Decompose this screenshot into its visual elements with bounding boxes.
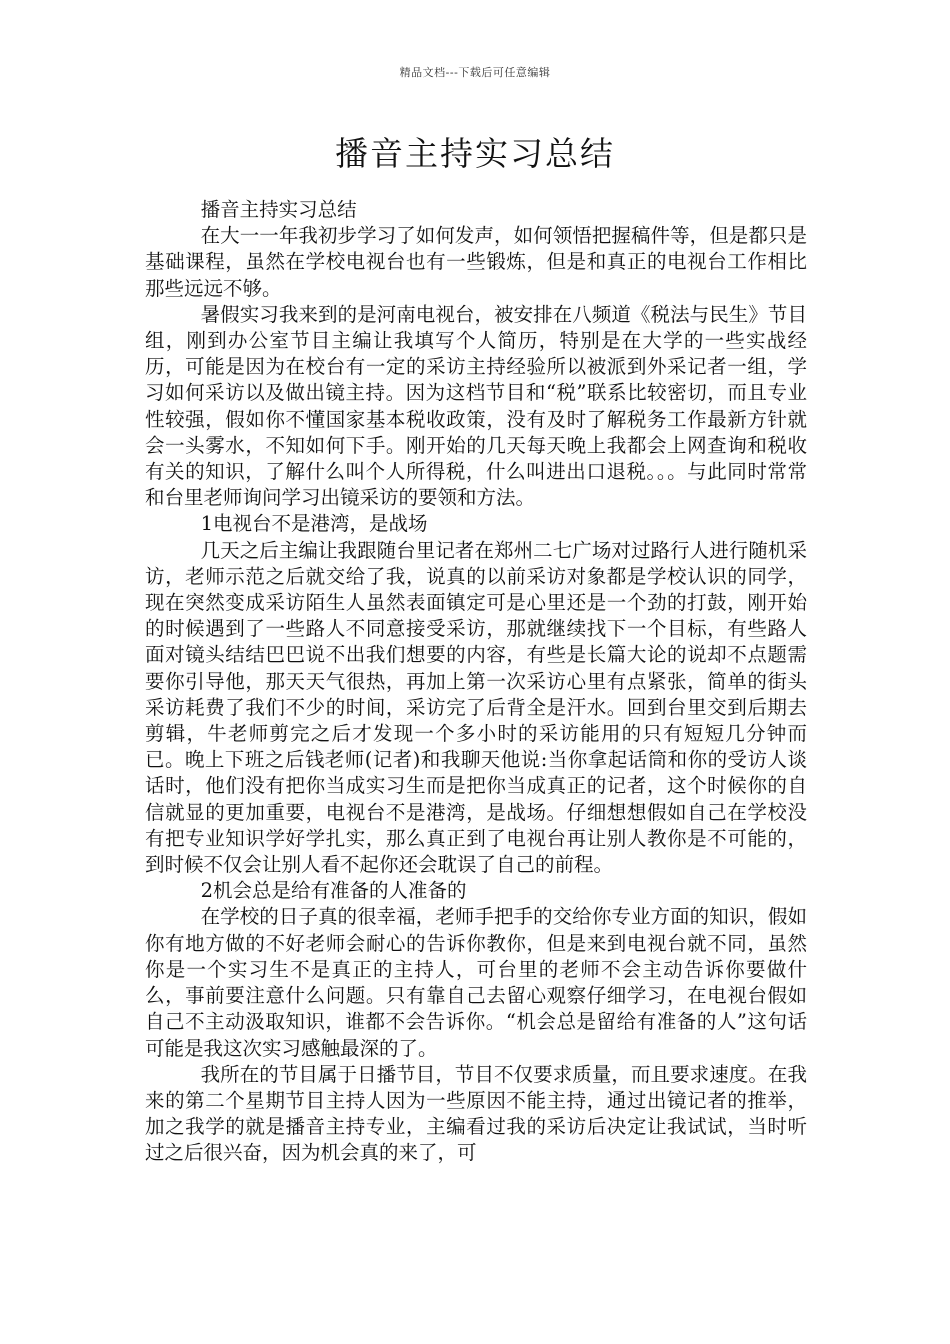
paragraph: 在学校的日子真的很幸福，老师手把手的交给你专业方面的知识，假如你有地方做的不好老师会耐心的告诉你教你，但是来到电视台就不同，虽然你是一个实习生不是真正的主持人，可台里的老师不会主动告诉你要做什么，事前要注意什么问题。只有靠自己去留心观察仔细学习，在电视台假如自己不主动汲取知识，谁都不会告诉你。“机会总是留给有准备的人”这句话可能是我这次实习感触最深的了。 [145,905,807,1060]
paragraph: 暑假实习我来到的是河南电视台，被安排在八频道《税法与民生》节目组，刚到办公室节目主编让我填写个人简历，特别是在大学的一些实战经历，可能是因为在校台有一定的采访主持经验所以被派到外采记者一组，学习如何采访以及做出镜主持。因为这档节目和“税”联系比较密切，而且专业性较强，假如你不懂国家基本税收政策，没有及时了解税务工作最新方针就会一头雾水，不知如何下手。刚开始的几天每天晚上我都会上网查询和税收有关的知识，了解什么叫个人所得税，什么叫进出口退税。。。与此同时常常和台里老师询问学习出镜采访的要领和方法。 [145,302,807,510]
paragraph: 在大一一年我初步学习了如何发声，如何领悟把握稿件等，但是都只是基础课程，虽然在学校电视台也有一些锻炼，但是和真正的电视台工作相比那些远远不够。 [145,224,807,300]
document-title: 播音主持实习总结 [335,134,615,173]
paragraph: 我所在的节目属于日播节目，节目不仅要求质量，而且要求速度。在我来的第二个星期节目主持人因为一些原因不能主持，通过出镜记者的推举，加之我学的就是播音主持专业，主编看过我的采访后决定让我试试，当时听过之后很兴奋，因为机会真的来了，可 [145,1062,807,1165]
paragraph: 几天之后主编让我跟随台里记者在郑州二七广场对过路行人进行随机采访，老师示范之后就交给了我，说真的以前采访对象都是学校认识的同学，现在突然变成采访陌生人虽然表面镇定可是心里还是一个劲的打鼓，刚开始的时候遇到了一些路人不同意接受采访，那就继续找下一个目标，有些路人面对镜头结结巴巴说不出我们想要的内容，有些是长篇大论的说却不点题需要你引导他，那天天气很热，再加上第一次采访心里有点紧张，简单的街头采访耗费了我们不少的时间，采访完了后背全是汗水。回到台里交到后期去剪辑，牛老师剪完之后才发现一个多小时的采访能用的只有短短几分钟而已。晚上下班之后钱老师(记者)和我聊天他说:当你拿起话筒和你的受访人谈话时，他们没有把你当成实习生而是把你当成真正的记者，这个时候你的自信就显的更加重要，电视台不是港湾，是战场。仔细想想假如自己在学校没有把专业知识学好学扎实，那么真正到了电视台再让别人教你是不可能的，到时候不仅会让别人看不起你还会耽误了自己的前程。 [145,538,807,877]
section-heading: 2机会总是给有准备的人准备的 [200,879,467,903]
section-heading: 1电视台不是港湾，是战场 [200,512,428,536]
document-body [145,197,807,1167]
paragraph-subtitle: 播音主持实习总结 [200,198,357,221]
header-note: 精品文档---下载后可任意编辑 [399,66,551,79]
